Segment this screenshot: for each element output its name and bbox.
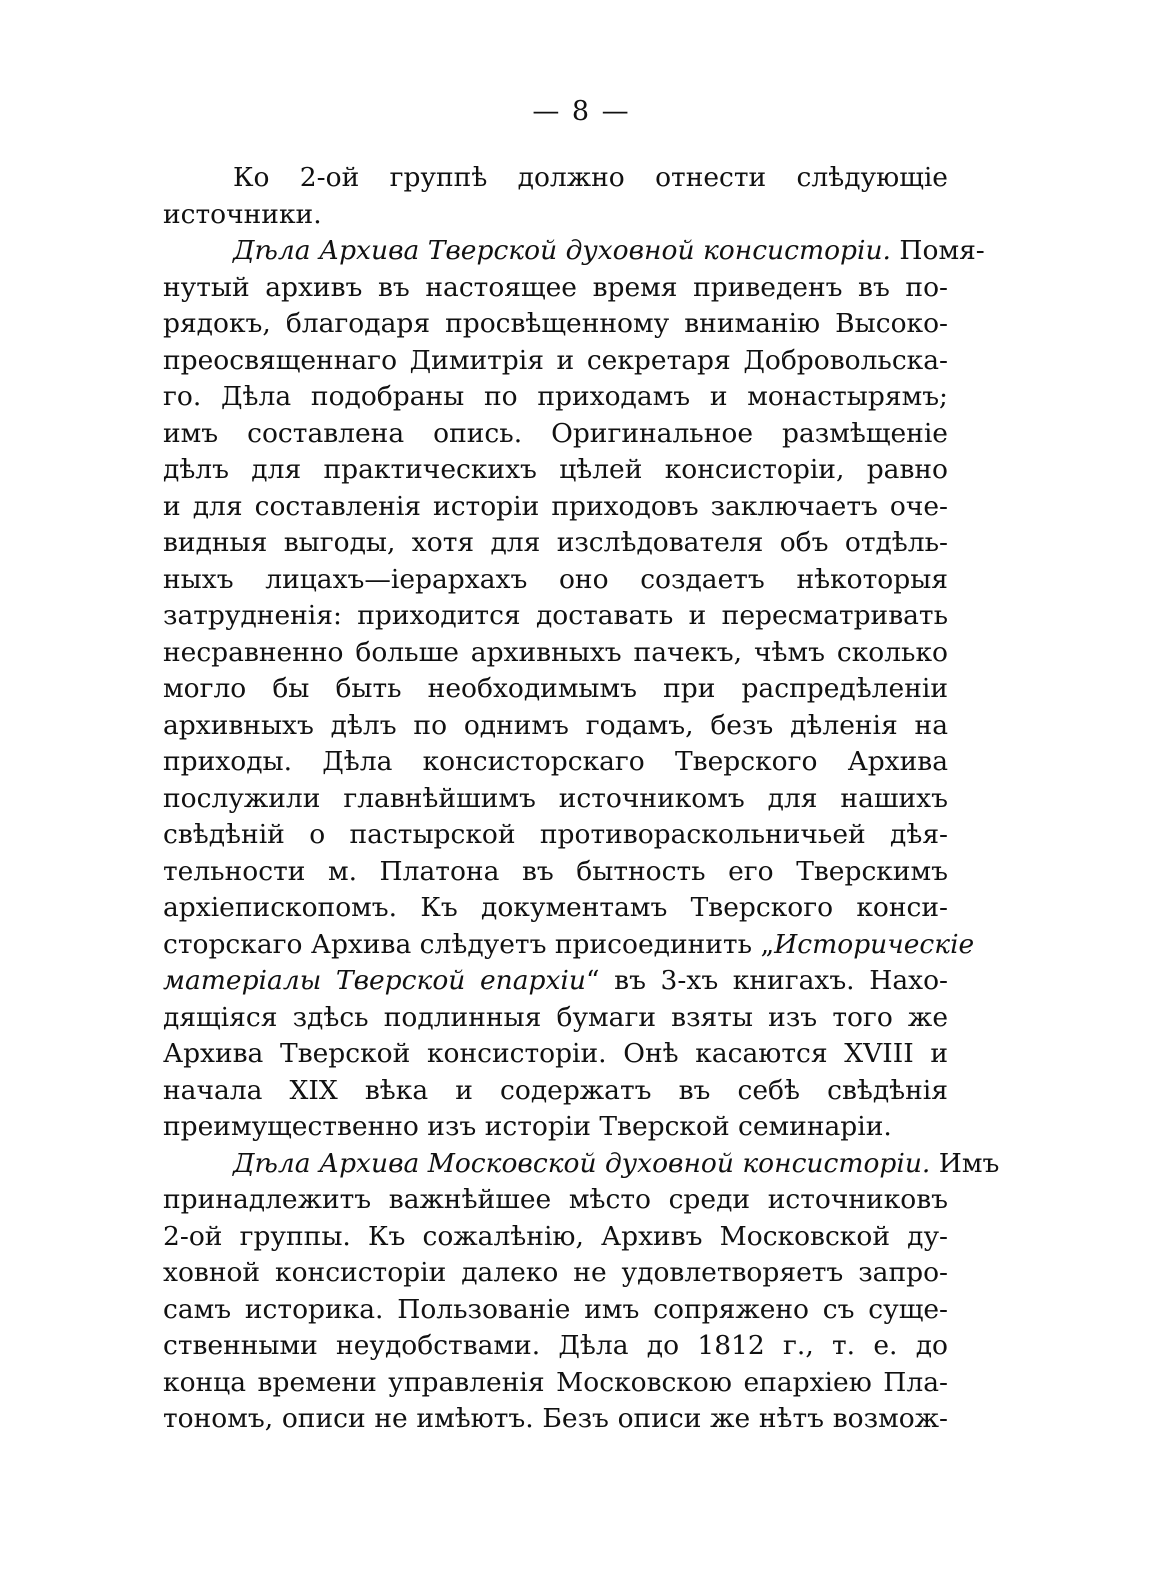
- line-text: и для составленія исторіи приходовъ заключаетъ оче-: [163, 490, 948, 522]
- text-line: [163, 671, 948, 708]
- line-text: начала XIX вѣка и содержатъ въ себѣ свѣдѣнія: [163, 1074, 948, 1106]
- text-line: [163, 306, 948, 343]
- text-line: [163, 817, 948, 854]
- text-line: [163, 270, 948, 307]
- text-line: [163, 1328, 948, 1365]
- page-number: — 8 —: [532, 96, 631, 127]
- text-line: [163, 890, 948, 927]
- text-line: [163, 744, 948, 781]
- text-line: [163, 1219, 948, 1256]
- line-text: имъ составлена опись. Оригинальное размѣщеніе: [163, 417, 948, 449]
- line-text: Имъ: [930, 1147, 1000, 1179]
- italic-title: Дѣла Архива Тверской духовной консисторіи.: [233, 235, 891, 266]
- line-text: Архива Тверской консисторіи. Онѣ касаются XVIII и: [163, 1038, 948, 1069]
- text-line: [163, 1292, 948, 1329]
- text-line: [163, 1146, 1000, 1183]
- line-text: конца времени управленія Московскою епархіею Пла-: [163, 1366, 948, 1398]
- line-text: могло бы быть необходимымъ при распредѣленіи: [163, 673, 948, 704]
- text-line: [163, 927, 975, 964]
- text-line: [163, 1000, 948, 1037]
- italic-title: Историческіе: [774, 928, 975, 960]
- text-line: [163, 598, 948, 635]
- line-text: дѣлъ для практическихъ цѣлей консисторіи, равно: [163, 454, 948, 485]
- text-line: [163, 781, 948, 818]
- text-line: [163, 635, 948, 672]
- text-line: [163, 963, 948, 1000]
- text-line: [163, 1365, 948, 1402]
- line-text: свѣдѣній о пастырской противораскольничьей дѣя-: [163, 819, 948, 850]
- text-line: [163, 343, 948, 380]
- text-line: [163, 379, 948, 416]
- text-line: [163, 1109, 948, 1146]
- text-line: [163, 197, 948, 234]
- text-line: [163, 416, 948, 453]
- text-line: [163, 489, 948, 526]
- text-line: [163, 160, 948, 197]
- line-text: ственными неудобствами. Дѣла до 1812 г., т. е. до: [163, 1330, 948, 1361]
- line-text: “ въ 3-хъ книгахъ. Нахо-: [585, 965, 948, 996]
- line-text: архіепископомъ. Къ документамъ Тверского конси-: [163, 892, 948, 923]
- line-text: самъ историка. Пользованіе имъ сопряжено съ суще-: [163, 1293, 948, 1325]
- paragraph: [163, 160, 948, 233]
- line-text: архивныхъ дѣлъ по однимъ годамъ, безъ дѣленія на: [163, 709, 948, 741]
- line-text: видныя выгоды, хотя для изслѣдователя объ отдѣль-: [163, 527, 948, 558]
- line-text: Ко 2-ой группѣ должно отнести слѣдующіе: [233, 162, 948, 193]
- text-line: [163, 1182, 948, 1219]
- italic-title: матеріалы Тверской епархіи: [163, 965, 586, 996]
- line-text: несравненно больше архивныхъ пачекъ, чѣмъ сколько: [163, 636, 948, 668]
- line-text: ныхъ лицахъ—іерархахъ оно создаетъ нѣкоторыя: [163, 563, 948, 595]
- paragraph: [163, 233, 985, 1146]
- line-text: ховной консисторіи далеко не удовлетворяетъ запро-: [163, 1257, 948, 1288]
- text-line: [163, 562, 948, 599]
- text-line: [163, 1401, 948, 1438]
- line-text: тельности м. Платона въ бытность его Тверскимъ: [163, 855, 948, 887]
- text-line: [163, 854, 948, 891]
- italic-title: Дѣла Архива Московской духовной консисторіи.: [233, 1147, 931, 1179]
- line-text: Помя-: [890, 235, 985, 266]
- line-text: источники.: [163, 198, 322, 230]
- text-line: [163, 233, 985, 270]
- line-text: послужили главнѣйшимъ источникомъ для нашихъ: [163, 782, 948, 814]
- body-text: [163, 160, 1000, 1438]
- line-text: тономъ, описи не имѣютъ. Безъ описи же нѣтъ возмож-: [163, 1403, 948, 1434]
- line-text: нутый архивъ въ настоящее время приведенъ въ по-: [163, 271, 948, 303]
- line-text: затрудненія: приходится доставать и пересматривать: [163, 600, 948, 631]
- text-line: [163, 525, 948, 562]
- line-text: преосвященнаго Димитрія и секретаря Добровольска-: [163, 344, 948, 376]
- line-text: принадлежитъ важнѣйшее мѣсто среди источниковъ: [163, 1184, 948, 1215]
- text-line: [163, 452, 948, 489]
- text-line: [163, 708, 948, 745]
- line-text: дящіяся здѣсь подлинныя бумаги взяты изъ того же: [163, 1001, 948, 1033]
- line-text: сторскаго Архива слѣдуетъ присоединить „: [163, 928, 775, 960]
- line-text: го. Дѣла подобраны по приходамъ и монастырямъ;: [163, 381, 948, 412]
- line-text: преимущественно изъ исторіи Тверской семинаріи.: [163, 1111, 892, 1142]
- text-line: [163, 1073, 948, 1110]
- paragraph: [163, 1146, 1000, 1438]
- line-text: рядокъ, благодаря просвѣщенному вниманію Высоко-: [163, 308, 948, 339]
- text-line: [163, 1255, 948, 1292]
- text-line: [163, 1036, 948, 1073]
- line-text: приходы. Дѣла консисторскаго Тверского Архива: [163, 746, 948, 777]
- line-text: 2-ой группы. Къ сожалѣнію, Архивъ Московской ду-: [163, 1220, 948, 1252]
